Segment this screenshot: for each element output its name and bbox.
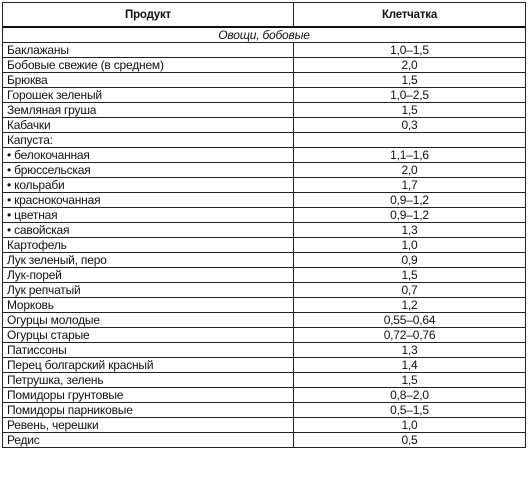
table-row: [3, 388, 526, 403]
table-row: [3, 328, 526, 343]
fiber-value-cell: 1,4: [294, 358, 526, 373]
fiber-value-cell: 1,0: [294, 238, 526, 253]
product-name-cell: Петрушка, зелень: [3, 373, 294, 388]
product-name-cell: Патиссоны: [3, 343, 294, 358]
product-name-cell: Помидоры грунтовые: [3, 388, 294, 403]
column-header-product: Продукт: [3, 3, 294, 28]
product-name-cell: • кольраби: [3, 178, 294, 193]
fiber-value-cell: 0,5–1,5: [294, 403, 526, 418]
fiber-value-cell: 1,2: [294, 298, 526, 313]
table-row: [3, 253, 526, 268]
fiber-value-cell: 1,7: [294, 178, 526, 193]
table-body: [3, 27, 526, 448]
table-header: [3, 3, 526, 28]
product-name-cell: Морковь: [3, 298, 294, 313]
fiber-value-cell: 1,5: [294, 103, 526, 118]
product-name-cell: Бобовые свежие (в среднем): [3, 58, 294, 73]
fiber-value-cell: 0,9–1,2: [294, 193, 526, 208]
table-row: [3, 43, 526, 58]
table-row: [3, 58, 526, 73]
fiber-value-cell: 1,5: [294, 73, 526, 88]
product-name-cell: Горошек зеленый: [3, 88, 294, 103]
product-name-cell: • савойская: [3, 223, 294, 238]
table-row: [3, 148, 526, 163]
table-row: [3, 343, 526, 358]
table-row: [3, 103, 526, 118]
table-row: [3, 268, 526, 283]
product-name-cell: • брюссельская: [3, 163, 294, 178]
table-row: [3, 373, 526, 388]
fiber-value-cell: 2,0: [294, 58, 526, 73]
table-row: [3, 283, 526, 298]
product-name-cell: Капуста:: [3, 133, 294, 148]
table-row: [3, 118, 526, 133]
column-header-fiber: Клетчатка: [294, 3, 526, 28]
table-row: [3, 418, 526, 433]
table-row: [3, 73, 526, 88]
product-name-cell: • белокочанная: [3, 148, 294, 163]
product-name-cell: • цветная: [3, 208, 294, 223]
table-row: [3, 433, 526, 448]
fiber-value-cell: 0,9: [294, 253, 526, 268]
product-name-cell: Лук зеленый, перо: [3, 253, 294, 268]
product-name-cell: Кабачки: [3, 118, 294, 133]
table-row: [3, 208, 526, 223]
product-name-cell: Лук-порей: [3, 268, 294, 283]
product-name-cell: Огурцы старые: [3, 328, 294, 343]
fiber-value-cell: 0,9–1,2: [294, 208, 526, 223]
fiber-value-cell: 1,0–2,5: [294, 88, 526, 103]
product-name-cell: Ревень, черешки: [3, 418, 294, 433]
fiber-value-cell: [294, 133, 526, 148]
fiber-value-cell: 1,3: [294, 343, 526, 358]
product-name-cell: Перец болгарский красный: [3, 358, 294, 373]
product-name-cell: Земляная груша: [3, 103, 294, 118]
header-row: [3, 3, 526, 28]
fiber-value-cell: 1,0: [294, 418, 526, 433]
table-row: [3, 223, 526, 238]
fiber-value-cell: 2,0: [294, 163, 526, 178]
table-row: [3, 193, 526, 208]
product-name-cell: Огурцы молодые: [3, 313, 294, 328]
fiber-value-cell: 0,5: [294, 433, 526, 448]
table-row: [3, 313, 526, 328]
fiber-value-cell: 0,7: [294, 283, 526, 298]
table-row: [3, 403, 526, 418]
product-name-cell: Брюква: [3, 73, 294, 88]
section-row: [3, 27, 526, 43]
fiber-value-cell: 1,5: [294, 268, 526, 283]
product-name-cell: Картофель: [3, 238, 294, 253]
table-row: [3, 178, 526, 193]
fiber-value-cell: 0,55–0,64: [294, 313, 526, 328]
fiber-value-cell: 0,3: [294, 118, 526, 133]
fiber-value-cell: 1,1–1,6: [294, 148, 526, 163]
fiber-value-cell: 1,3: [294, 223, 526, 238]
fiber-content-table: [2, 2, 526, 448]
table-row: [3, 163, 526, 178]
product-name-cell: Лук репчатый: [3, 283, 294, 298]
table-row: [3, 88, 526, 103]
table-row: [3, 238, 526, 253]
fiber-value-cell: 0,72–0,76: [294, 328, 526, 343]
product-name-cell: Редис: [3, 433, 294, 448]
table-row: [3, 133, 526, 148]
fiber-value-cell: 1,0–1,5: [294, 43, 526, 58]
product-name-cell: Баклажаны: [3, 43, 294, 58]
product-name-cell: • краснокочанная: [3, 193, 294, 208]
table-row: [3, 298, 526, 313]
product-name-cell: Помидоры парниковые: [3, 403, 294, 418]
section-title: Овощи, бобовые: [3, 27, 526, 43]
table-row: [3, 358, 526, 373]
fiber-value-cell: 0,8–2,0: [294, 388, 526, 403]
fiber-value-cell: 1,5: [294, 373, 526, 388]
